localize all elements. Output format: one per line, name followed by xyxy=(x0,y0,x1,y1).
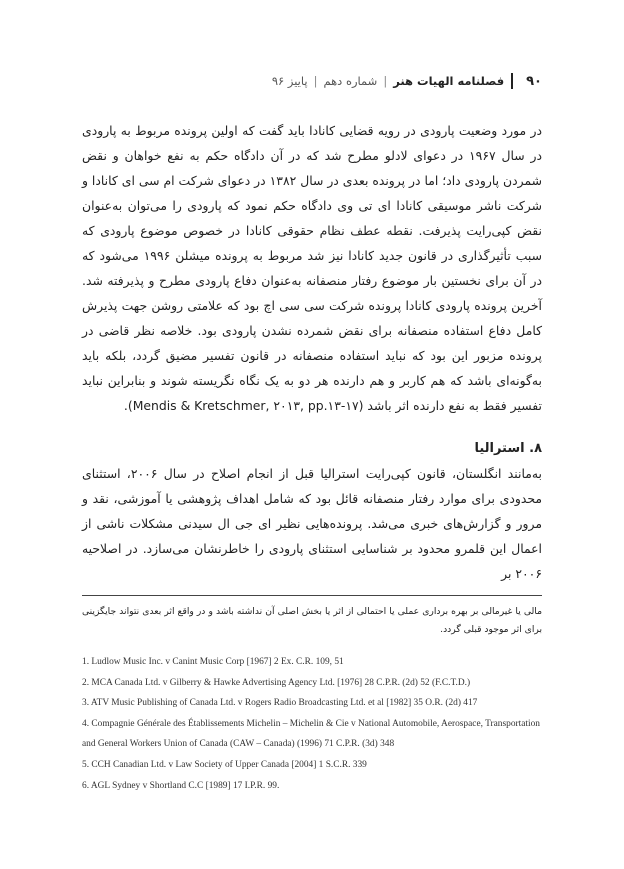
footnote-references xyxy=(82,652,552,796)
footnote-reference: 2. MCA Canada Ltd. v Gilberry & Hawke Advertising Agency Ltd. [1976] 28 C.P.R. (2d) 52 (F.C.T.D.) xyxy=(82,677,471,688)
footnote-reference: 4. Compagnie Générale des Établissements Michelin – Michelin & Cie v National Automobile, Aerospace, Transportation and General Workers Union of Canada (CAW – Canada) (1996) 71 C.P.R. (3d) 348 xyxy=(82,718,540,750)
running-header xyxy=(60,70,542,92)
paragraph-canada-parody: در مورد وضعیت پارودی در رویه قضایی کانادا باید گفت که اولین پرونده مربوط به پارودی در سال ۱۹۶۷ در دعوای لادلو مطرح شد که در آن دادگاه حکم به نفع خواهان و نقض شمردن پارودی داد؛ اما در پرونده بعدی در سال ۱۳۸۲ در دعوای شرکت ام سی ای کانادا و شرکت ناشر موسیقی کانادا ای تی وی دادگاه حکم نمود که پارودی را می‌توان به‌عنوان نقض کپی‌رایت پذیرفت. نقطه عطف نظام حقوقی کانادا در خصوص موضوع پارودی که سبب تأثیرگذاری در قانون جدید کانادا نیز شد مربوط به پرونده میشلن ۱۹۹۶ می‌شود که در آن برای نخستین بار موضوع رفتار منصفانه به‌عنوان دفاع پارودی مطرح و پذیرفته شد. آخرین پرونده پارودی کانادا پرونده شرکت سی سی اچ بود که علامتی روشن جهت پذیرش کامل دفاع استفاده منصفانه برای نقض شمرده نشدن پارودی بود. خلاصه نظر قاضی در پرونده مزبور این بود که نباید استفاده منصفانه در قانون تفسیر مضیق گردد، بلکه باید به‌گونه‌ای باشد که هم کاربر و هم دارنده هر دو به یک نگاه نگریسته شوند و بنابراین نباید تفسیر فقط به نفع دارنده اثر باشد (Mendis & Kretschmer, ۲۰۱۳, pp.۱۳-۱۷). xyxy=(82,123,542,413)
section-heading-australia: ۸. استرالیا xyxy=(474,441,542,456)
footnote-reference: 3. ATV Music Publishing of Canada Ltd. v Rogers Radio Broadcasting Ltd. et al [1982] 35 O.R. (2d) 417 xyxy=(82,698,478,709)
footnote-reference: 5. CCH Canadian Ltd. v Law Society of Upper Canada [2004] 1 S.C.R. 339 xyxy=(82,759,367,770)
issue-label: شماره دهم xyxy=(323,74,378,88)
main-body xyxy=(82,118,542,586)
footnote-divider xyxy=(82,595,542,596)
footnote-continuation: مالی یا غیرمالی بر بهره برداری عملی یا احتمالی از اثر یا بخش اصلی آن نداشته باشد و در واقع اثر بعدی نتواند جایگزینی برای اثر موجود قبلی گردد. xyxy=(82,606,542,635)
page-number: ۹۰ xyxy=(526,73,542,89)
paragraph-australia: به‌مانند انگلستان، قانون کپی‌رایت استرالیا قبل از انجام اصلاح در سال ۲۰۰۶، استثنای محدودی برای موارد رفتار منصفانه قائل بود که شامل اهداف پژوهشی یا آموزشی، نقد و مرور و گزارش‌های خبری می‌شد. پرونده‌هایی نظیر ای جی ال سیدنی مشکلات ناشی از اعمال این قلمرو محدود بر شناسایی استثنای پارودی را خاطرنشان می‌سازد. در اصلاحیه ۲۰۰۶ بر xyxy=(82,466,542,581)
journal-title: فصلنامه الهیات هنر xyxy=(393,74,505,88)
footnote-reference: 6. AGL Sydney v Shortland C.C [1989] 17 I.P.R. 99. xyxy=(82,780,280,791)
header-rule xyxy=(511,73,513,89)
season-label: پاییز ۹۶ xyxy=(271,74,308,88)
footnote-reference: 1. Ludlow Music Inc. v Canint Music Corp [1967] 2 Ex. C.R. 109, 51 xyxy=(82,657,344,667)
header-separator: | xyxy=(383,74,388,88)
header-separator: | xyxy=(313,74,318,88)
